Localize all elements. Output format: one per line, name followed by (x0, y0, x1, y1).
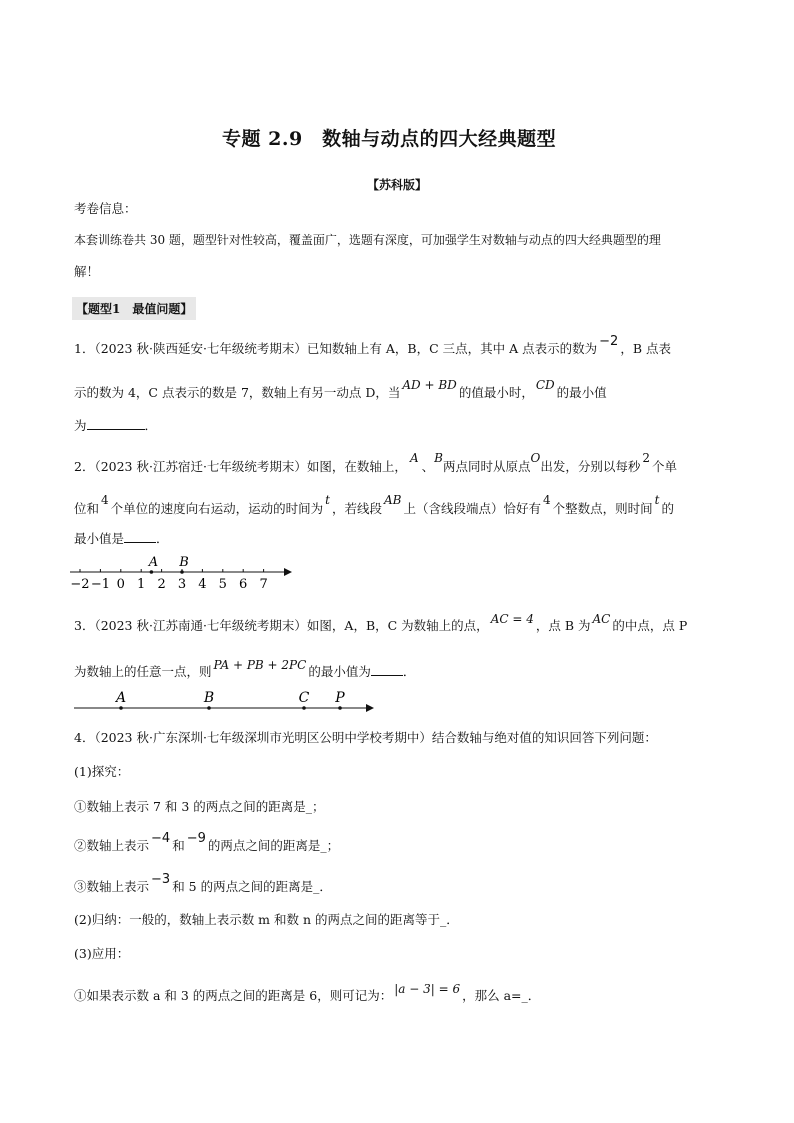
q3-text-c: 的中点，点 P (612, 618, 688, 633)
q2-math-t2: t (654, 493, 660, 507)
q2-point-marker (150, 570, 154, 574)
q2-text-b: 两点同时从原点 (442, 459, 531, 474)
q3-point-marker (119, 706, 123, 710)
q2-text-f: 个单位的速度向右运动，运动的时间为 (110, 501, 324, 516)
q3-number-line (70, 688, 390, 722)
q3-text-e: 的最小值为 (308, 664, 371, 679)
q3-point-label: B (203, 690, 215, 706)
q2-point-label: A (148, 555, 159, 570)
q2-tick-label: 4 (198, 577, 207, 592)
q4-part-1: (1)探究： (74, 764, 130, 779)
q2-text-e: 位和 (74, 501, 100, 516)
q3-answer-blank (371, 663, 403, 676)
q2-math-4: 4 (101, 493, 109, 507)
info-label: 考卷信息： (74, 201, 137, 216)
q2-sep: 、 (421, 459, 435, 474)
q3-point-marker (338, 706, 342, 710)
q4-text-e: 和 5 的两点之间的距离是_． (172, 879, 332, 894)
q2-tick-label: 5 (218, 577, 227, 592)
q4-item-2 (74, 831, 340, 853)
q4-item-3 (74, 872, 332, 894)
q4-math-b: −9 (186, 831, 206, 846)
q2-point-label: B (179, 555, 189, 570)
q1-text-e: 的最小值 (556, 385, 607, 400)
q2-axis-arrow-icon (284, 568, 292, 576)
q3-text-a: 3．（2023 秋·江苏南通·七年级统考期末）如图，A，B，C 为数轴上的点， (74, 618, 489, 633)
q1-line-1 (74, 334, 671, 356)
q2-text-g: ，若线段 (332, 501, 383, 516)
q4-part-2: (2)归纳：一般的，数轴上表示数 m 和数 n 的两点之间的距离等于_． (74, 912, 459, 927)
q2-text-a: 2．（2023 秋·江苏宿迁·七年级统考期末）如图，在数轴上， (74, 459, 407, 474)
q2-tick-label: −2 (70, 577, 90, 592)
q3-point-label: C (298, 690, 310, 706)
q2-math-4b: 4 (543, 493, 551, 507)
q2-tick-label: 3 (177, 577, 187, 592)
q2-point-marker (180, 570, 184, 574)
info-line-1: 本套训练卷共 30 题，题型针对性较高，覆盖面广，选题有深度，可加强学生对数轴与动点的四大经典题型的理 (74, 233, 661, 247)
q2-text-h: 上（含线段端点）恰好有 (403, 501, 542, 516)
q2-answer-blank (124, 530, 156, 543)
q1-text-d: 的值最小时， (458, 385, 534, 400)
section-heading: 【题型1 最值问题】 (72, 297, 196, 320)
q3-text-d: 为数轴上的任意一点，则 (74, 664, 212, 679)
q2-tick-label: 7 (259, 577, 268, 592)
q2-line-3: 最小值是 ． (74, 531, 169, 546)
q2-text-c: 出发，分别以每秒 (540, 459, 641, 474)
q1-math-a: −2 (599, 334, 619, 349)
q1-text-f: 为 (74, 418, 87, 433)
q3-point-marker (207, 706, 211, 710)
q4-apply-1 (74, 982, 541, 1003)
q4-text-f: ①如果表示数 a 和 3 的两点之间的距离是 6，则可记为： (74, 988, 393, 1003)
q2-line-1 (74, 451, 677, 474)
q4-math-a: −4 (151, 831, 171, 846)
q2-math-t: t (325, 493, 330, 507)
q4-item-1: ①数轴上表示 7 和 3 的两点之间的距离是_； (74, 799, 325, 814)
q1-math-b: AD + BD (402, 378, 457, 392)
q4-line-1: 4．（2023 秋·广东深圳·七年级深圳市光明区公明中学校考期中）结合数轴与绝对值的知识回答下列问题： (74, 730, 657, 745)
q4-text-d: ③数轴上表示 (74, 879, 150, 894)
q3-point-marker (302, 706, 306, 710)
q4-text-g: ，那么 a=_． (462, 988, 541, 1003)
q4-math-d: |a − 3| = 6 (394, 982, 461, 996)
q2-text-k: 最小值是 (74, 531, 125, 546)
q2-text-j: 的 (661, 501, 675, 516)
q4-part-3: (3)应用： (74, 946, 130, 961)
q2-math-2: 2 (642, 451, 650, 465)
q3-text-b: ，点 B 为 (535, 618, 591, 633)
q2-math-a: A (409, 451, 419, 465)
q2-line-2 (74, 493, 675, 516)
q2-math-ab: AB (384, 493, 402, 507)
q3-line-2: 为数轴上的任意一点，则 PA + PB + 2PC 的最小值为 ． (74, 658, 416, 679)
q3-math-ac2: AC (592, 612, 611, 626)
q1-math-c: CD (535, 378, 555, 392)
q2-tick-label: 6 (239, 577, 248, 592)
q4-math-c: −3 (151, 872, 171, 887)
q2-number-line (66, 550, 306, 598)
q1-text-a: 1．（2023 秋·陕西延安·七年级统考期末）已知数轴上有 A，B，C 三点，其中 A 点表示的数为 (74, 341, 598, 356)
page-title: 专题 2.9 数轴与动点的四大经典题型 (222, 128, 557, 150)
q3-line-1 (74, 612, 688, 633)
q1-line-2 (74, 378, 607, 400)
edition-label: 【苏科版】 (367, 178, 428, 192)
q2-text-d: 个单 (651, 459, 677, 474)
q3-math-ac: AC = 4 (490, 612, 534, 626)
q2-tick-label: 2 (157, 577, 166, 592)
q3-math-expr: PA + PB + 2PC (213, 658, 307, 672)
q4-text-b: 和 (172, 838, 185, 853)
q4-text-c: 的两点之间的距离是_； (207, 838, 340, 853)
q2-math-b: B (434, 451, 443, 465)
q2-tick-label: 1 (137, 577, 146, 592)
q1-answer-blank (87, 417, 145, 430)
q1-text-b: ，B 点表 (620, 341, 671, 356)
q1-line-3: 为 ． (74, 418, 158, 433)
q2-tick-label: −1 (90, 577, 110, 592)
q3-point-label: A (115, 690, 127, 706)
info-line-2: 解！ (74, 264, 100, 279)
q2-math-o: O (530, 451, 541, 465)
q2-text-i: 个整数点，则时间 (552, 501, 653, 516)
q3-axis-arrow-icon (366, 704, 374, 712)
q2-tick-label: 0 (116, 577, 125, 592)
q1-text-c: 示的数为 4，C 点表示的数是 7，数轴上有另一动点 D，当 (74, 385, 401, 400)
q4-text-a: ②数轴上表示 (74, 838, 150, 853)
q3-point-label: P (335, 690, 345, 706)
